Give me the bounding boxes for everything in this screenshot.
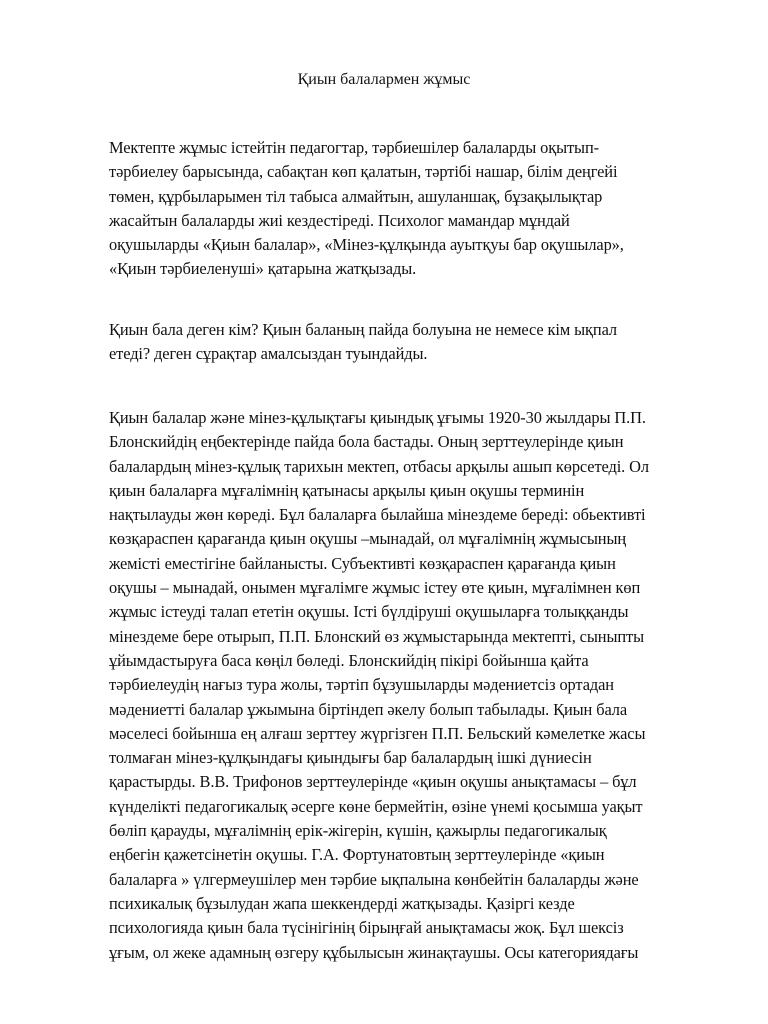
text-line: Мектепте жұмыс істейтін педагогтар, тәрбиешілер балаларды оқытып- xyxy=(109,138,599,157)
document-title: Қиын балалармен жұмыс xyxy=(297,71,471,88)
text-line: тәрбиелеудің нағыз тура жолы, тәртіп бұзушыларды мәдениетсіз ортадан xyxy=(109,675,614,695)
text-line: жұмыс істеуді талап ететін оқушы. Істі бүлдіруші оқушыларға толыққанды xyxy=(109,602,629,622)
text-line: күнделікті педагогикалық әсерге көне бермейтін, өзіне үнемі қосымша уақыт xyxy=(109,796,643,816)
text-line: бөліп қарауды, мұғалімнің ерік-жігерін, күшін, қажырлы педагогикалық xyxy=(109,821,607,841)
paragraph-question xyxy=(109,318,689,367)
paragraph-intro xyxy=(109,136,689,282)
paragraph-history xyxy=(109,406,689,965)
text-line: етеді? деген сұрақтар амалсыздан туындайды. xyxy=(109,344,428,364)
text-line: мінездеме бере отырып, П.П. Блонский өз жұмыстарында мектепті, сыныпты xyxy=(109,626,645,646)
text-line: жасайтын балаларды жиі кездестіреді. Психолог мамандар мұндай xyxy=(109,210,570,230)
text-line: Қиын балалар және мінез-құлықтағы қиындық ұғымы 1920-30 жылдары П.П. xyxy=(109,408,646,427)
text-line: психологияда қиын бала түсінігінің бірыңғай анықтамасы жоқ. Бұл шексіз xyxy=(109,918,624,938)
text-line: балалардың мінез-құлық тарихын мектеп, отбасы арқылы ашып көрсетеді. Ол xyxy=(109,456,649,476)
text-line: Қиын бала деген кім? Қиын баланың пайда болуына не немесе кім ықпал xyxy=(109,320,617,339)
text-line: төмен, құрбыларымен тіл табыса алмайтын, ашуланшақ, бұзақылықтар xyxy=(109,186,603,206)
text-line: оқушы – мынадай, онымен мұғалімге жұмыс істеу өте қиын, мұғалімнен көп xyxy=(109,578,641,598)
text-line: «Қиын тәрбиеленуші» қатарына жатқызады. xyxy=(109,259,417,279)
text-line: мәдениетті балалар ұжымына біртіндеп әкелу болып табылады. Қиын бала xyxy=(109,699,628,719)
text-line: мәселесі бойынша ең алғаш зерттеу жүргізген П.П. Бельский кәмелетке жасы xyxy=(109,723,646,743)
text-line: қарастырды. В.В. Трифонов зерттеулерінде «қиын оқушы анықтамасы – бұл xyxy=(109,772,637,792)
text-line: оқушыларды «Қиын балалар», «Мінез-құлқында ауытқуы бар оқушылар», xyxy=(109,235,624,255)
text-line: көзқараспен қарағанда қиын оқушы –мынадай, ол мұғалімнің жұмысының xyxy=(109,529,627,549)
text-line: ұйымдастыруға баса көңіл бөледі. Блонскийдің пікірі бойынша қайта xyxy=(109,650,589,670)
text-line: ұғым, ол жеке адамның өзгеру құбылысын жинақтаушы. Осы категориядағы xyxy=(109,942,639,962)
text-line: қиын балаларға мұғалімнің қатынасы арқылы қиын оқушы терминін xyxy=(109,480,585,500)
text-line: балаларға » үлгермеушілер мен тәрбие ықпалына көнбейтін балаларды және xyxy=(109,869,639,889)
text-line: еңбегін қажетсінетін оқушы. Г.А. Фортунатовтың зерттеулерінде «қиын xyxy=(109,845,605,865)
text-line: Блонскийдің еңбектерінде пайда бола бастады. Оның зерттеулерінде қиын xyxy=(109,432,624,452)
text-line: жемісті еместігіне байланысты. Субъективті көзқараспен қарағанда қиын xyxy=(109,553,616,573)
text-line: тәрбиелеу барысында, сабақтан көп қалатын, тәртібі нашар, білім деңгейі xyxy=(109,162,618,182)
text-line: нақтылауды жөн көреді. Бұл балаларға былайша мінездеме береді: обьективті xyxy=(109,505,646,525)
text-line: психикалық бұзылудан жапа шеккендерді жатқызады. Қазіргі кезде xyxy=(109,893,575,913)
text-line: толмаған мінез-құлқындағы қиындығы бар балалардың ішкі дүниесін xyxy=(109,748,592,768)
